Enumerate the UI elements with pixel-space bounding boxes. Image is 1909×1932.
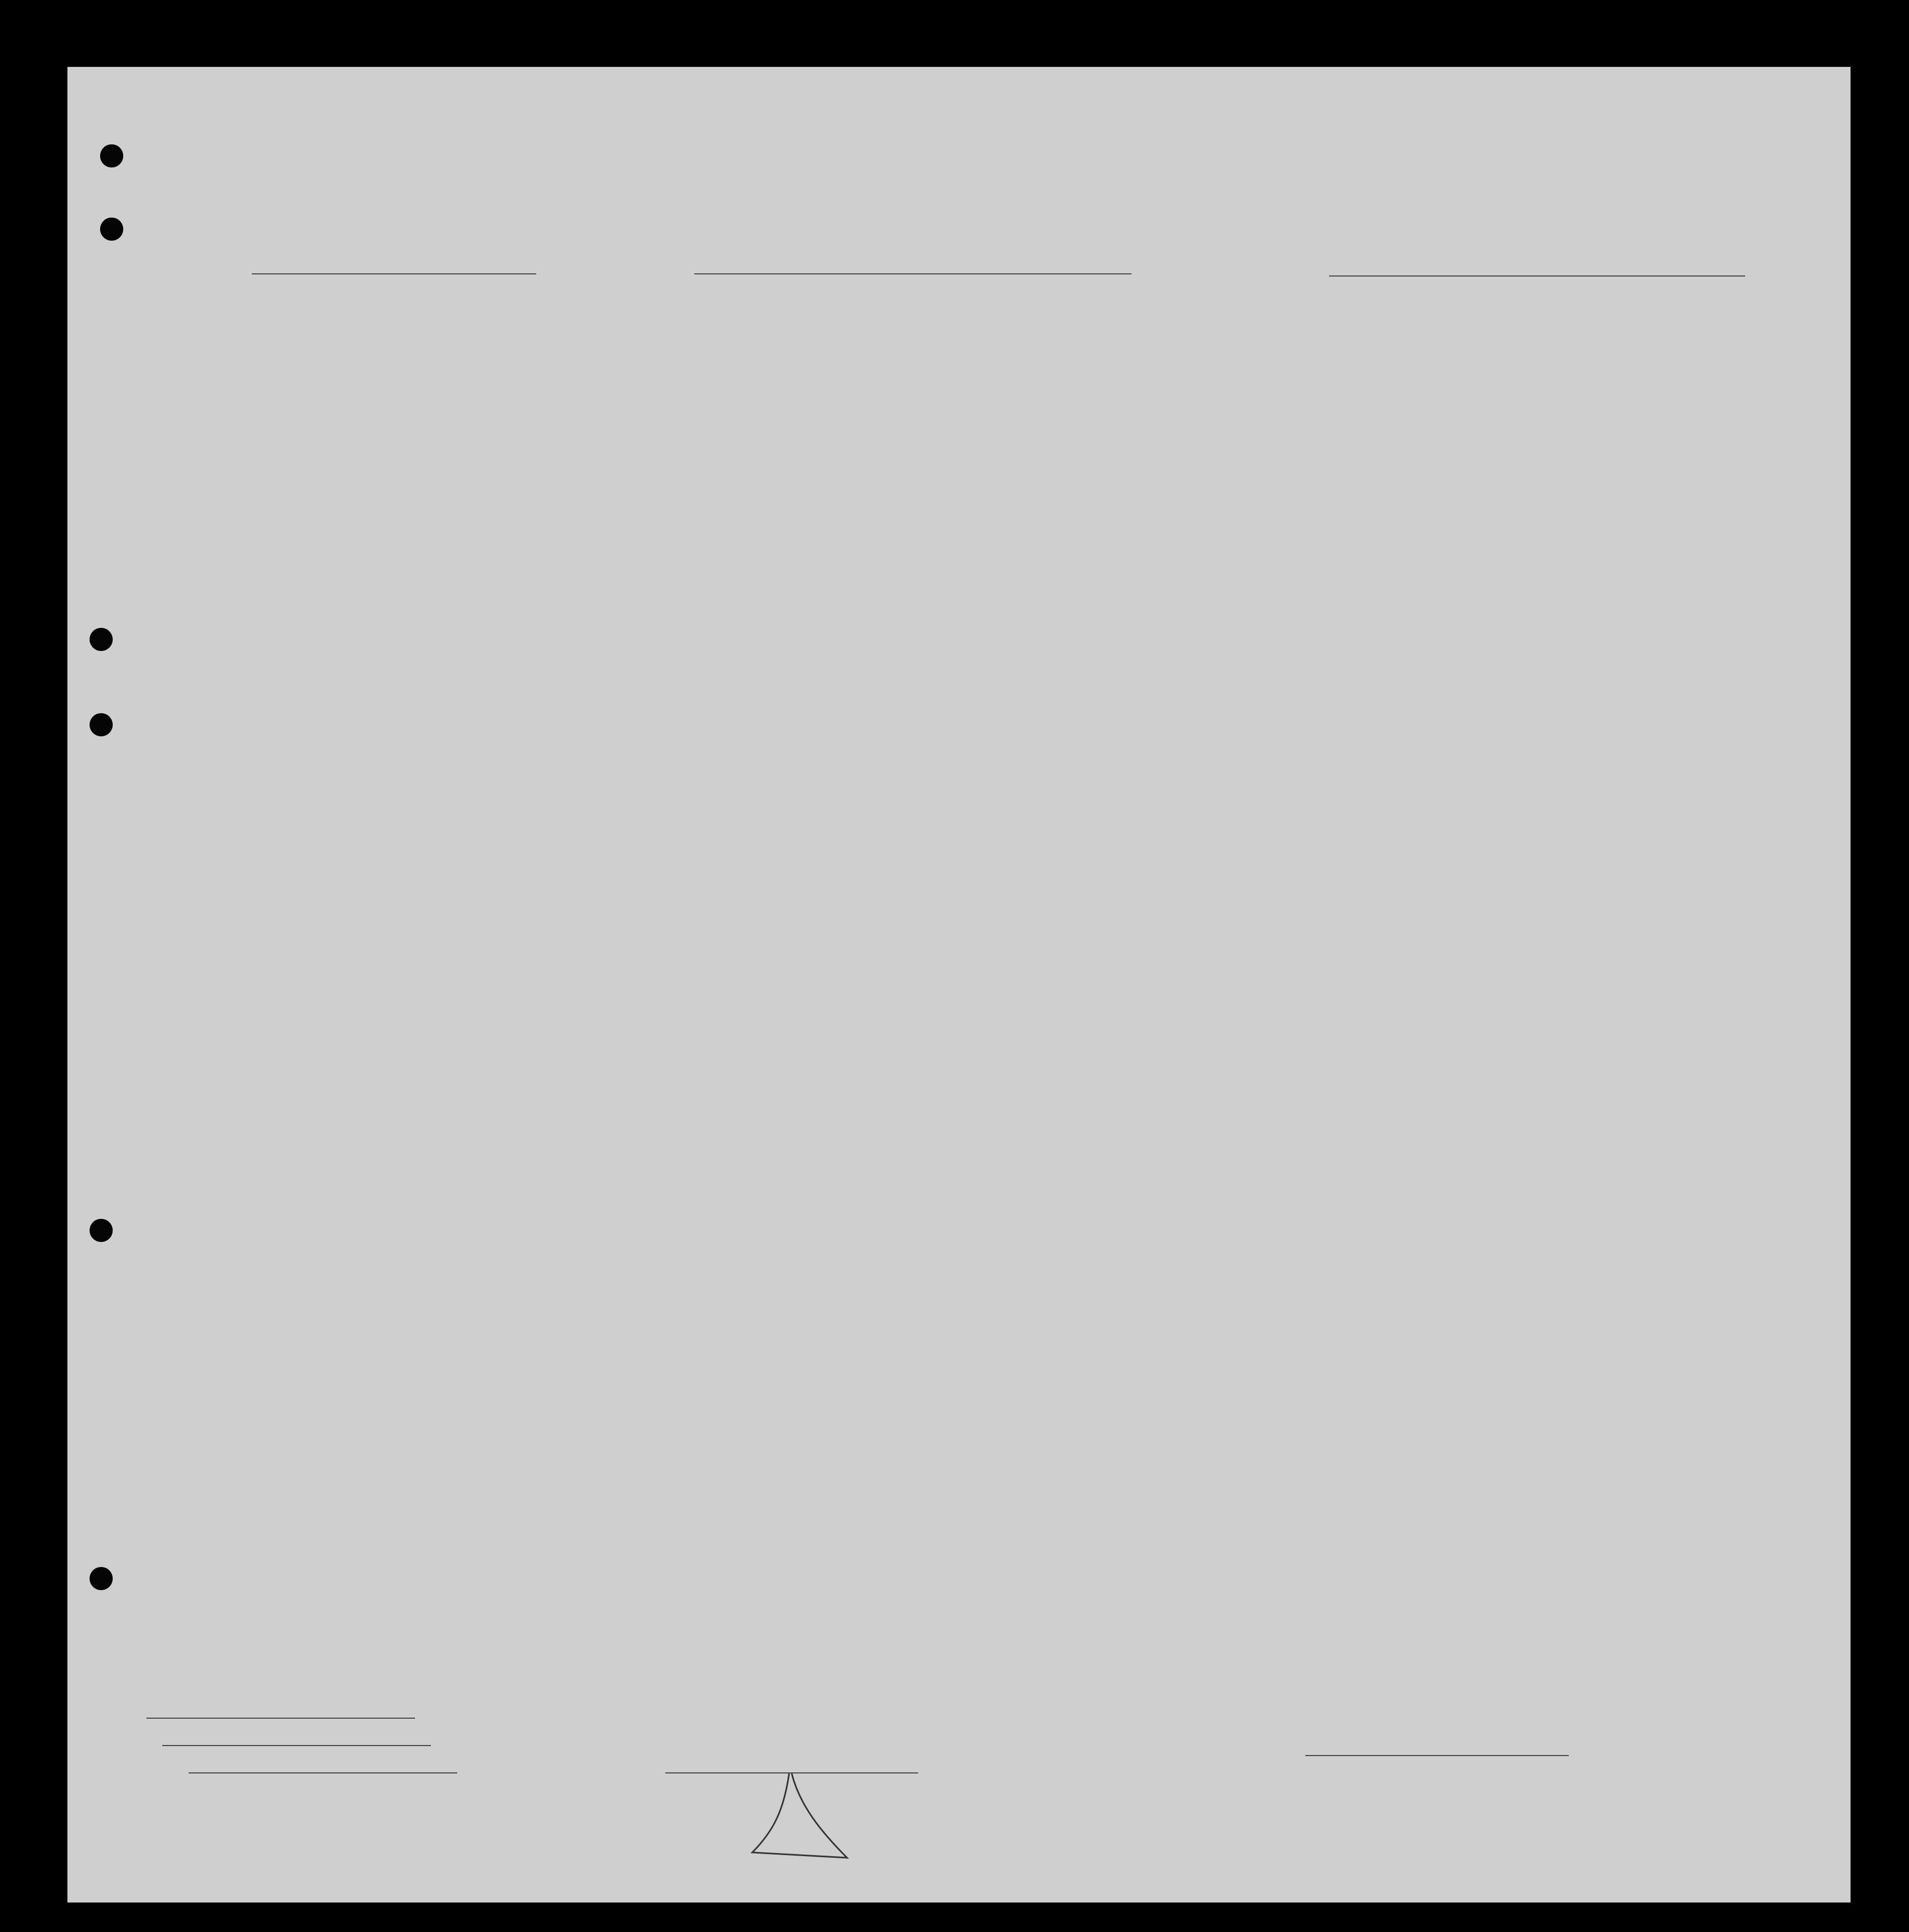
manifest-sheet bbox=[67, 67, 1851, 1903]
table-grid bbox=[67, 67, 1851, 1903]
signature-flourish bbox=[742, 1768, 879, 1863]
